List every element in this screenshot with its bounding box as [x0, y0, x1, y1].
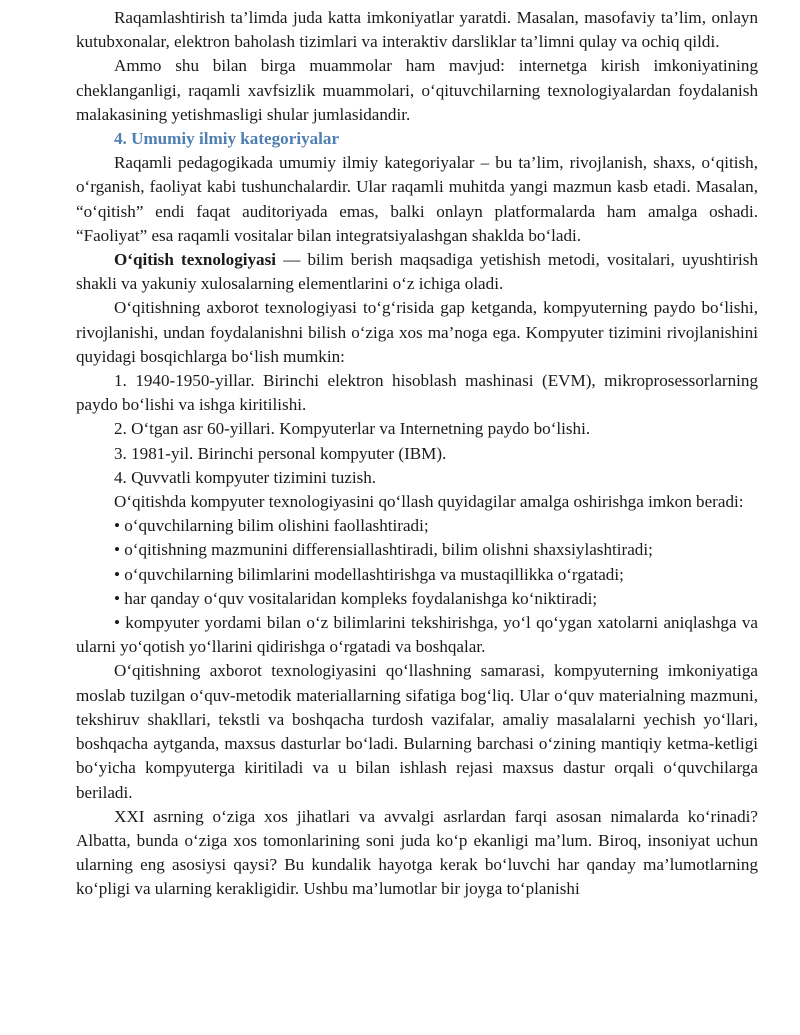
paragraph-21st-century: XXI asrning o‘ziga xos jihatlari va avvalgi asrlardan farqi asosan nimalarda ko‘rinadi? Albatta, bunda o‘ziga xos tomonlarining soni juda ko‘p ekanligi ma’lum. Biroq, insoniyat uchun ularning eng asosiysi qaysi? Bu kundalik hayotga kerak bo‘luvchi har qanday ma’lumotlarning ko‘pligi va ularning kerakligidir. Ushbu ma’lumotlar bir joyga to‘planishi — [76, 806, 758, 899]
definition-text: — bilim berish maqsadiga yetishish metodi, vositalari, uyushtirish shakli va yakuniy xulosalarning elementlarini o‘z ichiga oladi. — [76, 250, 758, 294]
list-item-bullet-4: • har qanday o‘quv vositalaridan kompleks foydalanishga ko‘niktiradi; — [114, 588, 598, 608]
document-page — [76, 6, 758, 902]
paragraph-benefits-intro: O‘qitishda kompyuter texnologiyasini qo‘llash quyidagilar amalga oshirishga imkon beradi: — [114, 492, 744, 512]
paragraph-definition — [76, 248, 758, 296]
list-item-bullet-5: • kompyuter yordami bilan o‘z bilimlarini tekshirishga, yo‘l qo‘ygan xatolarni aniqlashga va ularni yo‘qotish yo‘llarini qidirishga o‘rgatadi va boshqalar. — [76, 613, 758, 657]
list-item-bullet-3: • o‘quvchilarning bilimlarini modellashtirishga va mustaqillikka o‘rgatadi; — [114, 564, 624, 584]
list-item-stage-4: 4. Quvvatli kompyuter tizimini tuzish. — [114, 467, 377, 487]
list-item-bullet-2: • o‘qitishning mazmunini differensiallashtiradi, bilim olishni shaxsiylashtiradi; — [114, 540, 653, 560]
list-item-stage-1: 1. 1940-1950-yillar. Birinchi elektron hisoblash mashinasi (EVM), mikroprosessorlarning paydo bo‘lishi va ishga kiritilishi. — [76, 371, 758, 415]
paragraph-effectiveness: O‘qitishning axborot texnologiyasini qo‘llashning samarasi, kompyuterning imkoniyatiga moslab tuzilgan o‘quv-metodik materiallarning sifatiga bog‘liq. Ular o‘quv materialning mazmuni, tekshiruv shakllari, tekstli va boshqacha turdosh vazifalar, amaliy masalalarni yechish yo‘llari, boshqacha aytganda, maxsus dasturlar bo‘ladi. Bularning barchasi o‘zining mantiqiy ketma-ketligi bo‘yicha kompyuterga kiritiladi va u bilan ishlash rejasi maxsus dastur orqali o‘quvchilarga beriladi. — [76, 661, 758, 802]
section-heading: 4. Umumiy ilmiy kategoriyalar — [114, 129, 340, 149]
list-item-stage-2: 2. O‘tgan asr 60-yillari. Kompyuterlar va Internetning paydo bo‘lishi. — [114, 419, 591, 439]
definition-term: O‘qitish texnologiyasi — [114, 250, 277, 270]
list-item-stage-3: 3. 1981-yil. Birinchi personal kompyuter (IBM). — [114, 443, 447, 463]
paragraph-digitalization: Raqamlashtirish ta’limda juda katta imkoniyatlar yaratdi. Masalan, masofaviy ta’lim, onlayn kutubxonalar, elektron baholash tizimlari va interaktiv darsliklar ta’limni qulay va ochiq qildi. — [76, 8, 758, 52]
paragraph-categories: Raqamli pedagogikada umumiy ilmiy kategoriyalar – bu ta’lim, rivojlanish, shaxs, o‘qitish, o‘rganish, faoliyat kabi tushunchalardir. Ular raqamli muhitda yangi mazmun kasb etadi. Masalan, “o‘qitish” endi faqat auditoriyada emas, balki onlayn platformalarda ham amalga oshadi. “Faoliyat” esa raqamli vositalar bilan integratsiyalashgan shaklda bo‘ladi. — [76, 153, 758, 245]
paragraph-problems: Ammo shu bilan birga muammolar ham mavjud: internetga kirish imkoniyatining cheklanganligi, raqamli xavfsizlik muammolari, o‘qituvchilarning texnologiyalardan foydalanish malakasining yetishmasligi shular jumlasidandir. — [76, 56, 758, 124]
paragraph-it-history: O‘qitishning axborot texnologiyasi to‘g‘risida gap ketganda, kompyuterning paydo bo‘lishi, rivojlanishi, undan foydalanishni bilish o‘ziga xos ma’noga ega. Kompyuter tizimini rivojlanishini quyidagi bosqichlarga bo‘lish mumkin: — [76, 298, 758, 366]
list-item-bullet-1: • o‘quvchilarning bilim olishini faollashtiradi; — [114, 516, 429, 536]
